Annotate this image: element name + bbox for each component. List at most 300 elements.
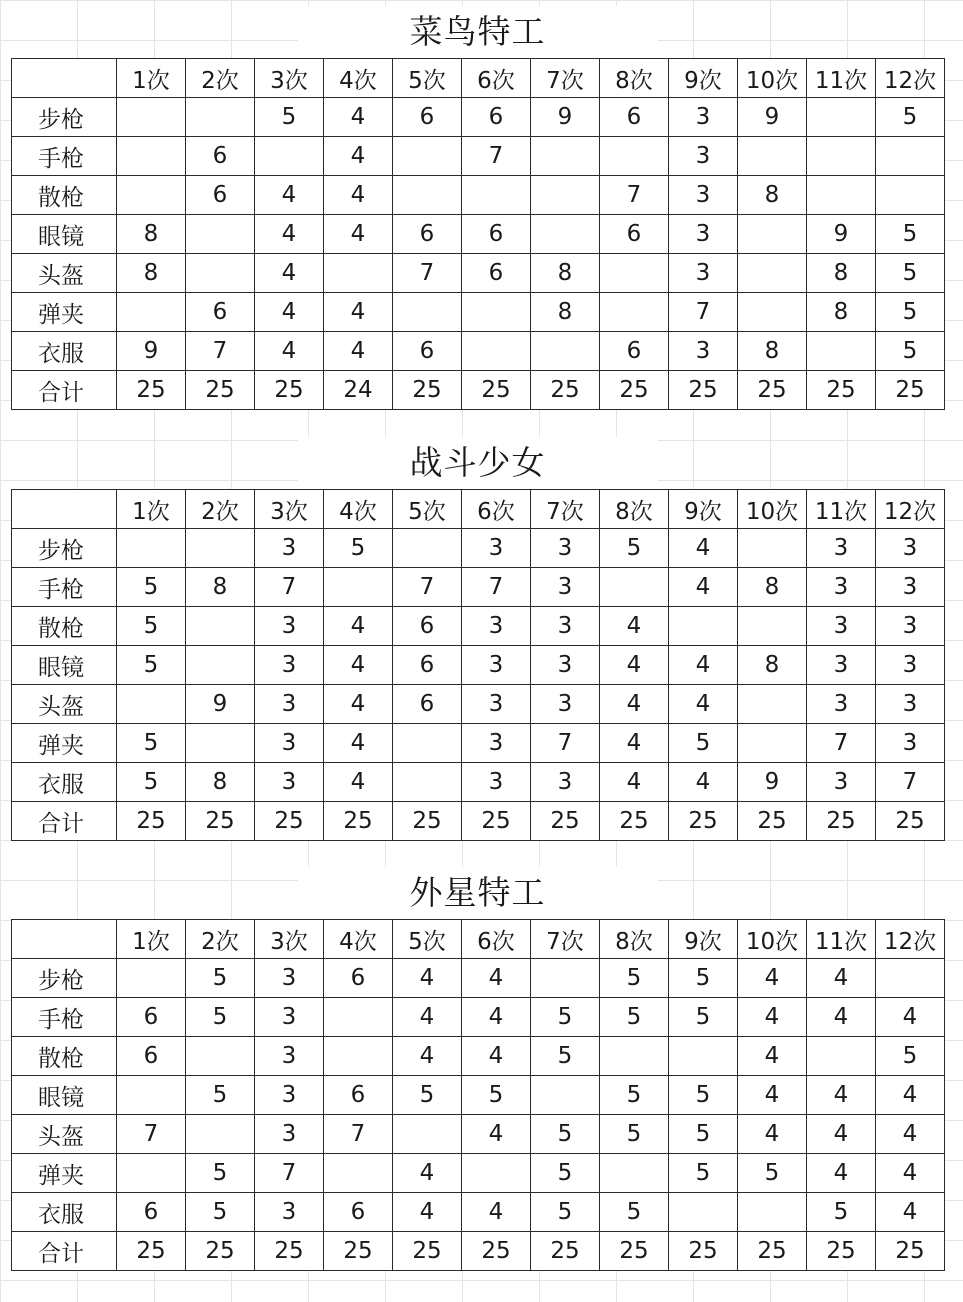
table-cell (324, 568, 393, 607)
table-cell: 4 (669, 529, 738, 568)
row-label: 散枪 (12, 176, 117, 215)
table-cell: 4 (600, 607, 669, 646)
column-header: 3次 (255, 490, 324, 529)
table-cell (117, 529, 186, 568)
table-cell: 4 (255, 332, 324, 371)
table-cell: 5 (531, 1037, 600, 1076)
table-cell: 4 (255, 176, 324, 215)
data-table (11, 919, 945, 1271)
column-header: 12次 (876, 59, 945, 98)
table-cell: 25 (600, 802, 669, 841)
table-cell (738, 607, 807, 646)
table-cell: 25 (324, 1232, 393, 1271)
table-cell: 3 (462, 763, 531, 802)
row-label: 合计 (12, 1232, 117, 1271)
row-label: 衣服 (12, 763, 117, 802)
table-cell: 4 (255, 215, 324, 254)
table-cell: 4 (324, 607, 393, 646)
table-cell (186, 607, 255, 646)
table-cell (393, 763, 462, 802)
table-cell (669, 1037, 738, 1076)
table-cell: 4 (738, 1076, 807, 1115)
table-cell: 7 (462, 137, 531, 176)
table-cell: 9 (738, 98, 807, 137)
table-cell: 25 (669, 802, 738, 841)
table-cell: 5 (531, 1193, 600, 1232)
column-header: 11次 (807, 920, 876, 959)
table-cell (738, 293, 807, 332)
table-row (12, 1154, 945, 1193)
table-cell: 4 (324, 137, 393, 176)
table-cell: 4 (393, 1154, 462, 1193)
column-header: 2次 (186, 920, 255, 959)
table-cell (807, 176, 876, 215)
table-cell (186, 529, 255, 568)
table-cell: 6 (117, 1037, 186, 1076)
table-cell (807, 332, 876, 371)
column-header: 10次 (738, 920, 807, 959)
table-cell: 7 (462, 568, 531, 607)
table-cell (462, 176, 531, 215)
table-cell (600, 137, 669, 176)
column-header: 7次 (531, 490, 600, 529)
table-cell: 8 (807, 293, 876, 332)
table-cell: 6 (600, 332, 669, 371)
table-cell (807, 1037, 876, 1076)
table-section (11, 6, 944, 410)
column-header: 5次 (393, 490, 462, 529)
table-cell: 5 (669, 998, 738, 1037)
table-cell: 6 (393, 98, 462, 137)
table-cell: 4 (462, 1193, 531, 1232)
table-cell: 4 (600, 763, 669, 802)
table-cell (117, 293, 186, 332)
corner-cell (12, 490, 117, 529)
table-cell: 3 (531, 763, 600, 802)
table-cell: 3 (807, 529, 876, 568)
table-section (11, 437, 944, 841)
table-cell: 8 (807, 254, 876, 293)
table-row (12, 1193, 945, 1232)
table-cell: 5 (186, 1076, 255, 1115)
table-cell (186, 1037, 255, 1076)
table-row (12, 763, 945, 802)
table-cell: 7 (117, 1115, 186, 1154)
table-cell: 25 (807, 802, 876, 841)
column-header: 8次 (600, 59, 669, 98)
column-header: 8次 (600, 490, 669, 529)
table-cell (531, 332, 600, 371)
table-cell: 9 (531, 98, 600, 137)
table-cell: 3 (255, 646, 324, 685)
table-cell: 4 (462, 959, 531, 998)
column-header: 4次 (324, 920, 393, 959)
table-cell: 4 (807, 959, 876, 998)
table-cell: 25 (324, 802, 393, 841)
row-label: 弹夹 (12, 1154, 117, 1193)
table-cell (531, 215, 600, 254)
table-cell: 5 (186, 998, 255, 1037)
table-cell (117, 685, 186, 724)
table-cell (600, 1037, 669, 1076)
table-cell: 8 (738, 646, 807, 685)
table-cell: 3 (807, 646, 876, 685)
table-cell: 8 (738, 332, 807, 371)
row-label: 手枪 (12, 568, 117, 607)
table-cell: 6 (393, 646, 462, 685)
table-cell: 5 (117, 607, 186, 646)
table-cell: 4 (807, 1154, 876, 1193)
table-cell: 5 (876, 1037, 945, 1076)
table-cell: 25 (393, 371, 462, 410)
table-cell (462, 1154, 531, 1193)
table-cell: 4 (876, 1154, 945, 1193)
table-cell: 4 (669, 568, 738, 607)
column-header: 5次 (393, 920, 462, 959)
table-cell: 4 (462, 1115, 531, 1154)
table-cell: 6 (462, 254, 531, 293)
table-cell: 25 (462, 371, 531, 410)
data-table (11, 58, 945, 410)
table-cell: 5 (738, 1154, 807, 1193)
row-label: 步枪 (12, 98, 117, 137)
table-cell: 25 (738, 371, 807, 410)
table-cell: 4 (876, 1076, 945, 1115)
table-cell: 3 (255, 607, 324, 646)
table-row (12, 998, 945, 1037)
table-cell: 25 (393, 802, 462, 841)
table-cell (117, 137, 186, 176)
table-cell: 6 (393, 332, 462, 371)
table-cell: 5 (600, 998, 669, 1037)
table-cell (324, 1037, 393, 1076)
table-cell: 25 (255, 1232, 324, 1271)
column-header: 12次 (876, 490, 945, 529)
table-cell: 25 (186, 802, 255, 841)
table-cell: 5 (876, 254, 945, 293)
table-cell: 25 (531, 802, 600, 841)
table-row (12, 332, 945, 371)
table-cell: 5 (117, 568, 186, 607)
table-cell: 4 (738, 998, 807, 1037)
table-cell: 4 (324, 98, 393, 137)
table-cell: 5 (669, 959, 738, 998)
table-cell: 5 (600, 1193, 669, 1232)
table-cell: 6 (393, 215, 462, 254)
table-cell: 8 (186, 763, 255, 802)
row-label: 头盔 (12, 254, 117, 293)
table-cell: 8 (117, 215, 186, 254)
table-cell (876, 959, 945, 998)
table-cell (117, 98, 186, 137)
table-cell: 6 (462, 215, 531, 254)
table-cell: 6 (600, 215, 669, 254)
column-header: 2次 (186, 490, 255, 529)
table-cell (876, 137, 945, 176)
row-label: 衣服 (12, 1193, 117, 1232)
table-cell (255, 137, 324, 176)
table-cell: 9 (186, 685, 255, 724)
table-cell: 5 (600, 1115, 669, 1154)
column-header: 2次 (186, 59, 255, 98)
table-cell (393, 137, 462, 176)
table-row (12, 98, 945, 137)
table-row (12, 215, 945, 254)
column-header: 6次 (462, 920, 531, 959)
table-cell: 24 (324, 371, 393, 410)
table-cell: 3 (255, 959, 324, 998)
column-header: 1次 (117, 920, 186, 959)
table-cell: 4 (807, 1115, 876, 1154)
table-cell: 25 (807, 1232, 876, 1271)
table-cell: 3 (462, 607, 531, 646)
table-cell (531, 176, 600, 215)
table-cell: 5 (186, 959, 255, 998)
table-cell: 6 (324, 1193, 393, 1232)
table-cell: 4 (324, 293, 393, 332)
table-cell: 4 (393, 959, 462, 998)
table-cell (324, 254, 393, 293)
table-cell: 3 (255, 1115, 324, 1154)
table-row (12, 685, 945, 724)
table-cell: 4 (324, 685, 393, 724)
table-cell: 4 (876, 1115, 945, 1154)
table-cell: 3 (462, 529, 531, 568)
table-cell: 25 (669, 1232, 738, 1271)
column-header: 7次 (531, 920, 600, 959)
table-row (12, 724, 945, 763)
table-row (12, 1115, 945, 1154)
row-label: 手枪 (12, 137, 117, 176)
column-header: 11次 (807, 59, 876, 98)
column-header: 6次 (462, 490, 531, 529)
row-label: 衣服 (12, 332, 117, 371)
table-cell: 7 (393, 254, 462, 293)
table-cell: 4 (255, 293, 324, 332)
row-label: 散枪 (12, 607, 117, 646)
table-cell (186, 646, 255, 685)
column-header: 10次 (738, 490, 807, 529)
table-cell: 5 (255, 98, 324, 137)
table-cell (531, 137, 600, 176)
column-header: 4次 (324, 490, 393, 529)
table-cell: 5 (669, 1154, 738, 1193)
table-cell: 3 (255, 724, 324, 763)
table-cell: 25 (462, 802, 531, 841)
table-cell: 3 (876, 685, 945, 724)
table-cell: 25 (462, 1232, 531, 1271)
table-cell: 7 (393, 568, 462, 607)
header-row (12, 920, 945, 959)
table-cell: 4 (738, 1037, 807, 1076)
table-cell: 7 (600, 176, 669, 215)
table-cell: 25 (876, 1232, 945, 1271)
table-cell: 6 (324, 959, 393, 998)
table-cell: 3 (807, 763, 876, 802)
table-cell: 25 (738, 1232, 807, 1271)
column-header: 3次 (255, 59, 324, 98)
table-cell (600, 1154, 669, 1193)
table-cell: 4 (600, 685, 669, 724)
table-cell: 3 (669, 98, 738, 137)
table-cell: 3 (876, 568, 945, 607)
table-cell: 5 (393, 1076, 462, 1115)
table-cell: 4 (600, 724, 669, 763)
section-title: 战斗少女 (298, 437, 658, 489)
table-cell: 3 (255, 685, 324, 724)
column-header: 1次 (117, 490, 186, 529)
table-cell (324, 998, 393, 1037)
table-cell: 4 (807, 998, 876, 1037)
table-cell: 9 (117, 332, 186, 371)
table-cell (738, 254, 807, 293)
table-cell (738, 137, 807, 176)
table-cell (462, 293, 531, 332)
table-cell: 4 (669, 685, 738, 724)
table-cell (117, 1154, 186, 1193)
table-cell: 4 (669, 763, 738, 802)
table-cell (738, 215, 807, 254)
table-cell: 3 (255, 998, 324, 1037)
table-cell (186, 1115, 255, 1154)
row-label: 散枪 (12, 1037, 117, 1076)
table-cell: 3 (531, 685, 600, 724)
table-cell: 3 (531, 529, 600, 568)
column-header: 1次 (117, 59, 186, 98)
table-cell: 5 (117, 646, 186, 685)
table-cell: 3 (531, 646, 600, 685)
table-cell (117, 959, 186, 998)
table-cell: 5 (531, 998, 600, 1037)
table-cell: 6 (117, 1193, 186, 1232)
table-cell: 25 (117, 1232, 186, 1271)
table-cell: 3 (462, 724, 531, 763)
table-cell (531, 1076, 600, 1115)
table-cell: 5 (186, 1154, 255, 1193)
table-cell: 3 (876, 724, 945, 763)
table-cell (876, 176, 945, 215)
table-cell: 3 (807, 685, 876, 724)
table-section (11, 867, 944, 1271)
table-cell: 3 (462, 685, 531, 724)
table-cell (738, 685, 807, 724)
table-cell (324, 1154, 393, 1193)
table-cell: 25 (186, 371, 255, 410)
table-row (12, 529, 945, 568)
table-cell: 4 (738, 1115, 807, 1154)
table-cell: 6 (186, 293, 255, 332)
header-row (12, 490, 945, 529)
table-cell (531, 959, 600, 998)
table-cell: 5 (600, 1076, 669, 1115)
table-cell (186, 724, 255, 763)
table-cell: 25 (669, 371, 738, 410)
column-header: 9次 (669, 490, 738, 529)
table-cell: 4 (393, 1193, 462, 1232)
table-cell: 3 (876, 529, 945, 568)
column-header: 4次 (324, 59, 393, 98)
table-cell: 3 (669, 137, 738, 176)
table-row (12, 607, 945, 646)
table-cell: 5 (876, 98, 945, 137)
table-cell: 3 (669, 332, 738, 371)
corner-cell (12, 920, 117, 959)
table-cell: 25 (600, 371, 669, 410)
table-cell: 5 (669, 1076, 738, 1115)
table-cell: 25 (531, 1232, 600, 1271)
table-cell (393, 1115, 462, 1154)
table-cell: 7 (669, 293, 738, 332)
table-cell: 4 (876, 998, 945, 1037)
table-row (12, 802, 945, 841)
table-cell: 4 (462, 998, 531, 1037)
table-cell (186, 98, 255, 137)
table-row (12, 371, 945, 410)
table-cell: 25 (807, 371, 876, 410)
table-cell: 4 (393, 1037, 462, 1076)
table-cell (600, 254, 669, 293)
table-cell: 4 (324, 724, 393, 763)
table-cell: 9 (807, 215, 876, 254)
row-label: 步枪 (12, 529, 117, 568)
header-row (12, 59, 945, 98)
table-cell: 5 (669, 1115, 738, 1154)
table-cell: 5 (462, 1076, 531, 1115)
table-cell: 3 (531, 607, 600, 646)
table-cell: 6 (600, 98, 669, 137)
table-cell: 3 (807, 568, 876, 607)
table-cell: 7 (186, 332, 255, 371)
section-title: 菜鸟特工 (298, 6, 658, 58)
table-cell: 4 (255, 254, 324, 293)
table-cell: 3 (807, 607, 876, 646)
table-cell: 25 (117, 371, 186, 410)
table-cell: 7 (255, 1154, 324, 1193)
row-label: 合计 (12, 802, 117, 841)
table-cell (117, 176, 186, 215)
table-cell: 4 (324, 215, 393, 254)
table-cell (393, 293, 462, 332)
row-label: 弹夹 (12, 724, 117, 763)
table-cell: 7 (324, 1115, 393, 1154)
table-cell: 5 (117, 763, 186, 802)
table-cell (738, 529, 807, 568)
table-cell: 25 (255, 802, 324, 841)
table-cell: 7 (876, 763, 945, 802)
table-cell (807, 137, 876, 176)
row-label: 弹夹 (12, 293, 117, 332)
column-header: 10次 (738, 59, 807, 98)
table-cell: 8 (186, 568, 255, 607)
table-cell (393, 529, 462, 568)
table-cell: 3 (876, 646, 945, 685)
row-label: 眼镜 (12, 1076, 117, 1115)
table-cell: 7 (807, 724, 876, 763)
table-cell: 5 (807, 1193, 876, 1232)
table-cell: 4 (876, 1193, 945, 1232)
table-cell (738, 724, 807, 763)
table-cell: 3 (669, 254, 738, 293)
row-label: 步枪 (12, 959, 117, 998)
table-cell: 25 (738, 802, 807, 841)
table-cell: 6 (324, 1076, 393, 1115)
table-row (12, 1076, 945, 1115)
table-row (12, 1232, 945, 1271)
row-label: 头盔 (12, 1115, 117, 1154)
table-cell (600, 568, 669, 607)
table-cell: 25 (876, 371, 945, 410)
table-cell: 3 (255, 1076, 324, 1115)
